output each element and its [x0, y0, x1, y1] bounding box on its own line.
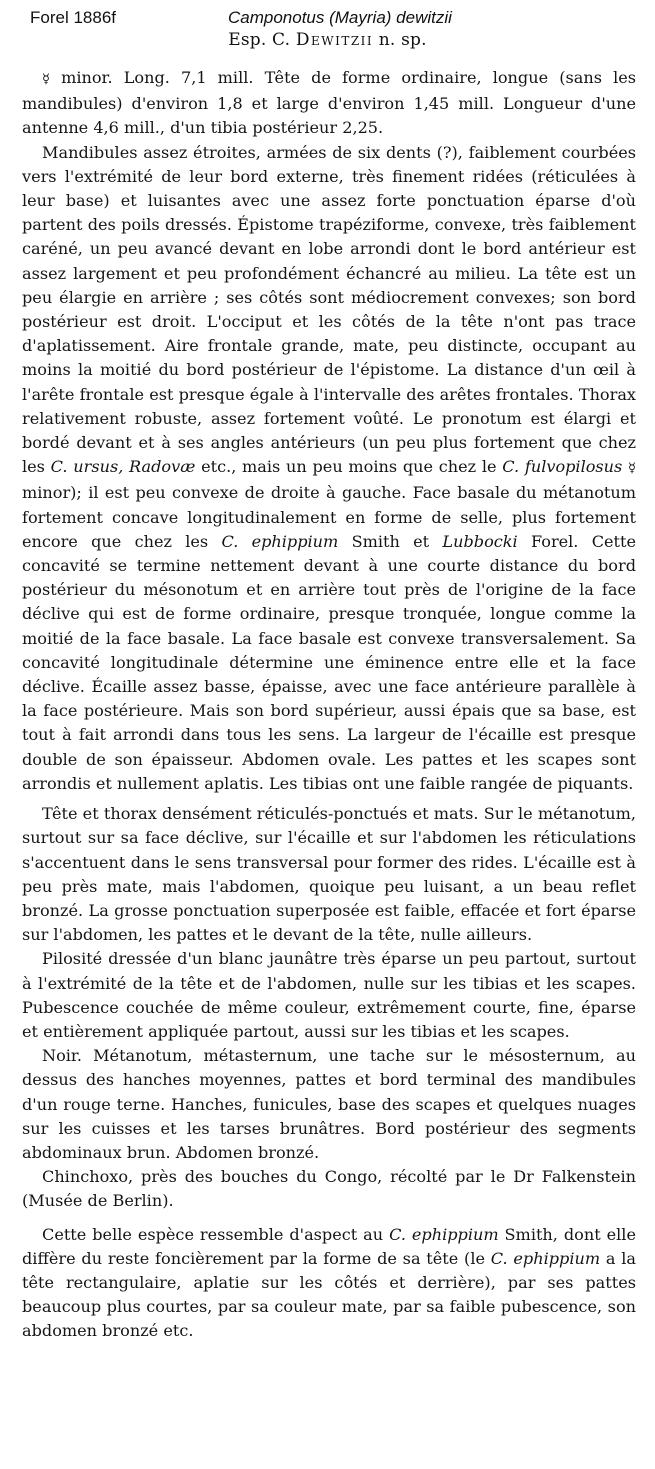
- title-species-name: Dewitzii: [295, 30, 374, 50]
- title-prefix: Esp. C.: [228, 30, 291, 50]
- paragraph-color: Noir. Métanotum, métasternum, une tache sur le mésosternum, au dessus des hanches moyennes, pattes et bord terminal des mandibules d'un rouge terne. Hanches, funicules, base des scapes et quelques nuages sur les cuisses et les tarses brunâtres. Bord postérieur des segments abdominaux brun. Abdomen bronzé.: [22, 1046, 636, 1162]
- paragraph-measurements: [22, 66, 636, 141]
- title-suffix: n. sp.: [378, 30, 427, 50]
- species-reference: Lubbocki: [442, 531, 518, 551]
- text-run: Cette belle espèce ressemble d'aspect au: [42, 1224, 390, 1244]
- text-run: Smith et: [338, 531, 443, 551]
- paragraph-sculpture: Tête et thorax densément réticulés-ponctués et mats. Sur le métanotum, surtout sur sa face déclive, sur l'écaille et sur l'abdomen les réticulations s'accentuent dans le sens transversal pour former des rides. L'écaille est à peu près mate, mais l'abdomen, quoique peu luisant, a un beau reflet bronzé. La grosse ponctuation superposée est faible, effacée et fort éparse sur l'abdomen, les pattes et le devant de la tête, nulle ailleurs.: [22, 804, 636, 945]
- text-run: Forel. Cette concavité se termine nettement devant à une courte distance du bord postérieur du mésonotum et en arrière tout près de l'origine de la face déclive qui est de forme ordinaire, presque tronquée, longue comme la moitié de la face basale. La face basale est convexe transversalement. Sa concavité longitudinale détermine une éminence entre elle et la face déclive. Écaille assez basse, épaisse, avec une face antérieure parallèle à la face postérieure. Mais son bord supérieur, aussi épais que sa base, est tout à fait arrondi dans tous les sens. La largeur de l'écaille est presque double de son épaisseur. Abdomen ovale. Les pattes et les scapes sont arrondis et nullement aplatis. Les tibias ont une faible rangée de piquants.: [22, 531, 637, 793]
- text-run: minor); il est peu convexe de droite à gauche. Face basale du métanotum fortement concave longitudinalement en forme de selle, plus fortement encore que chez les: [22, 483, 636, 551]
- paragraph-text: minor. Long. 7,1 mill. Tête de forme ordinaire, longue (sans les mandibules) d'environ 1,8 et large d'environ 1,45 mill. Longueur d'une antenne 4,6 mill., d'un tibia postérieur 2,25.: [22, 68, 636, 138]
- species-reference: C. ursus, Radovæ: [50, 457, 196, 477]
- paragraph-morphology: [22, 141, 636, 796]
- text-run: Mandibules assez étroites, armées de six dents (?), faiblement courbées vers l'extrémité de leur bord externe, très finement ridées (réticulées à leur base) et luisantes avec une assez forte ponctuation éparse d'où partent des poils dressés. Épistome trapéziforme, convexe, très faiblement caréné, un peu avancé devant en lobe arrondi dont le bord antérieur est assez largement et peu profondément échancré au milieu. La tête est un peu élargie en arrière ; ses côtés sont médiocrement convexes; son bord postérieur est droit. L'occiput et les côtés de la tête n'ont pas trace d'aplatissement. Aire frontale grande, mate, peu distincte, occupant au moins la moitié du bord postérieur de l'épistome. La distance d'un œil à l'arête frontale est presque égale à l'intervalle des arêtes frontales. Thorax relativement robuste, assez fortement voûté. Le pronotum est élargi et bordé devant et à ses angles antérieurs (un peu plus fortement que chez les: [22, 142, 636, 477]
- paragraph-comparison: [22, 1223, 636, 1344]
- species-reference: C. ephippium: [389, 1224, 499, 1244]
- paragraph-locality: Chinchoxo, près des bouches du Congo, récolté par le Dr Falkenstein (Musée de Berlin).: [22, 1167, 636, 1211]
- paragraph-pilosity: Pilosité dressée d'un blanc jaunâtre très éparse un peu partout, surtout à l'extrémité de la tête et de l'abdomen, nulle sur les tibias et les scapes. Pubescence couchée de même couleur, extrêmement courte, fine, éparse et entièrement appliquée partout, aussi sur les tibias et les scapes.: [22, 949, 636, 1041]
- text-run: etc., mais un peu moins que chez le: [195, 457, 503, 477]
- species-title: [0, 30, 655, 50]
- text-run: Smith, dont elle diffère du reste foncièrement par la forme de sa tête (le: [22, 1224, 636, 1268]
- species-reference: C. fulvopilosus: [502, 457, 623, 477]
- taxon-label: Camponotus (Mayria) dewitzii: [228, 8, 452, 27]
- species-reference: C. ephippium: [221, 531, 339, 551]
- text-run: a la tête rectangulaire, aplatie sur les côtés et derrière), par ses pattes beaucoup plus courtes, par sa couleur mate, par sa faible pubescence, son abdomen bronzé etc.: [22, 1248, 636, 1341]
- page-header: [0, 6, 655, 30]
- worker-symbol: ☿: [628, 461, 637, 477]
- citation-label: Forel 1886f: [30, 8, 116, 27]
- worker-symbol: ☿: [42, 72, 50, 87]
- species-reference: C. ephippium: [490, 1248, 601, 1268]
- description-body: [22, 66, 636, 1344]
